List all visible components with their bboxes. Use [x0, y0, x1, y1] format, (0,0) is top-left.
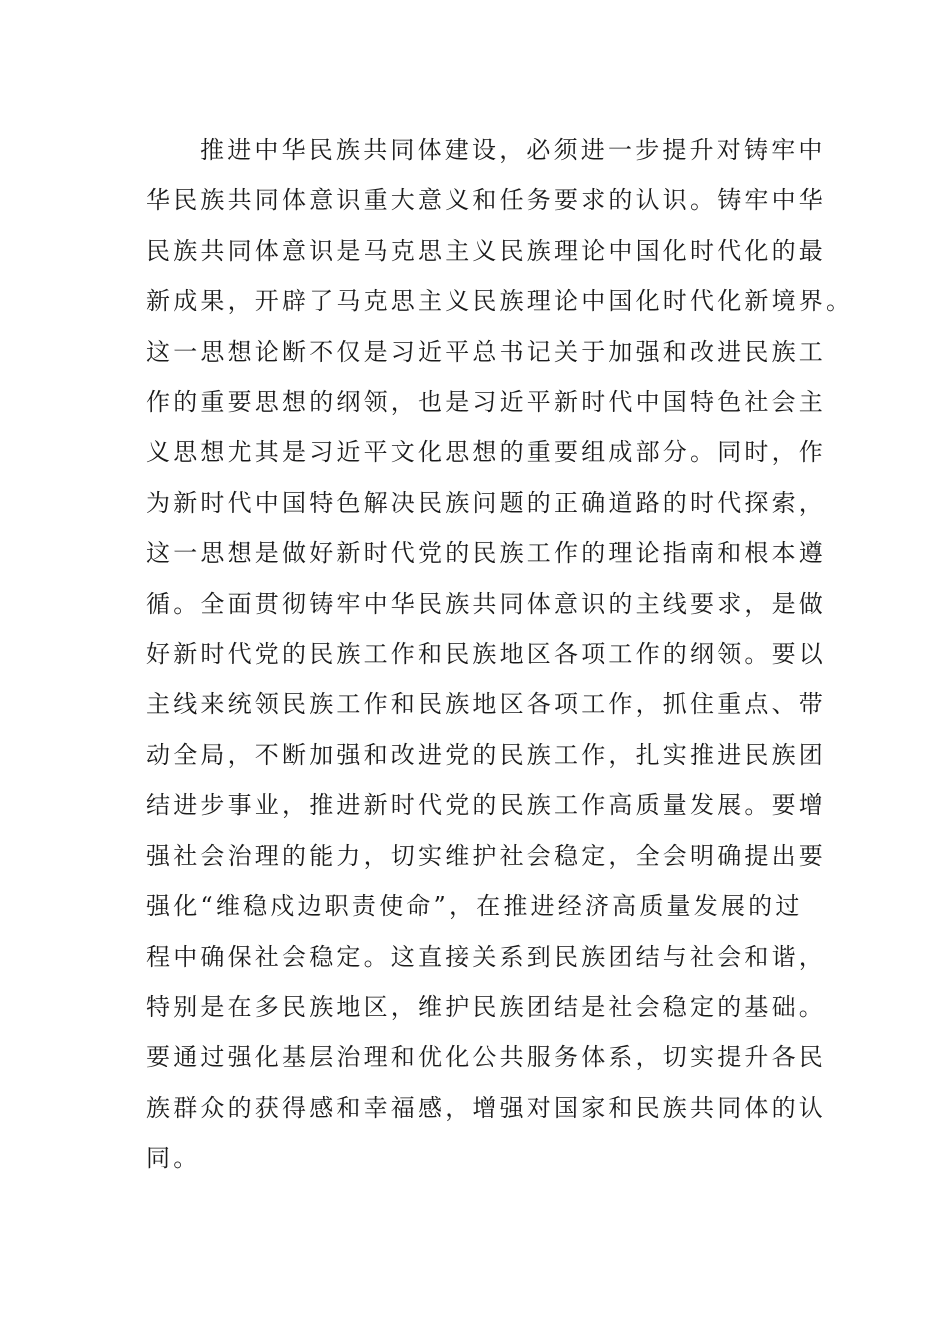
paragraph-line-13: 动全局，不断加强和改进党的民族工作，扎实推进民族团: [146, 740, 826, 769]
paragraph-line-19: 要通过强化基层治理和优化公共服务体系，切实提升各民: [146, 1043, 826, 1072]
paragraph-line-20: 族群众的获得感和幸福感，增强对国家和民族共同体的认: [146, 1093, 826, 1122]
body-paragraph: [146, 125, 854, 1184]
paragraph-line-2: 华民族共同体意识重大意义和任务要求的认识。铸牢中华: [146, 186, 826, 215]
paragraph-line-1: 推进中华民族共同体建设，必须进一步提升对铸牢中: [200, 136, 826, 164]
paragraph-line-11: 好新时代党的民族工作和民族地区各项工作的纲领。要以: [146, 640, 826, 669]
paragraph-line-5: 这一思想论断不仅是习近平总书记关于加强和改进民族工: [146, 337, 826, 366]
paragraph-line-15: 强社会治理的能力，切实维护社会稳定，全会明确提出要: [146, 841, 826, 870]
paragraph-line-12: 主线来统领民族工作和民族地区各项工作，抓住重点、带: [146, 690, 826, 719]
paragraph-line-9: 这一思想是做好新时代党的民族工作的理论指南和根本遵: [146, 539, 826, 568]
paragraph-line-6: 作的重要思想的纲领，也是习近平新时代中国特色社会主: [146, 388, 826, 417]
paragraph-line-21: 同。: [146, 1144, 201, 1173]
paragraph-line-7: 义思想尤其是习近平文化思想的重要组成部分。同时，作: [146, 438, 826, 467]
paragraph-line-14: 结进步事业，推进新时代党的民族工作高质量发展。要增: [146, 791, 826, 820]
paragraph-line-8: 为新时代中国特色解决民族问题的正确道路的时代探索，: [146, 488, 826, 517]
paragraph-line-18: 特别是在多民族地区，维护民族团结是社会稳定的基础。: [146, 992, 826, 1021]
paragraph-line-3: 民族共同体意识是马克思主义民族理论中国化时代化的最: [146, 236, 826, 265]
paragraph-line-4: 新成果，开辟了马克思主义民族理论中国化时代化新境界。: [146, 287, 854, 316]
paragraph-line-10: 循。全面贯彻铸牢中华民族共同体意识的主线要求，是做: [146, 589, 826, 618]
paragraph-line-17: 程中确保社会稳定。这直接关系到民族团结与社会和谐，: [146, 942, 826, 971]
paragraph-line-16: 强化“维稳戍边职责使命”，在推进经济高质量发展的过: [146, 892, 803, 921]
